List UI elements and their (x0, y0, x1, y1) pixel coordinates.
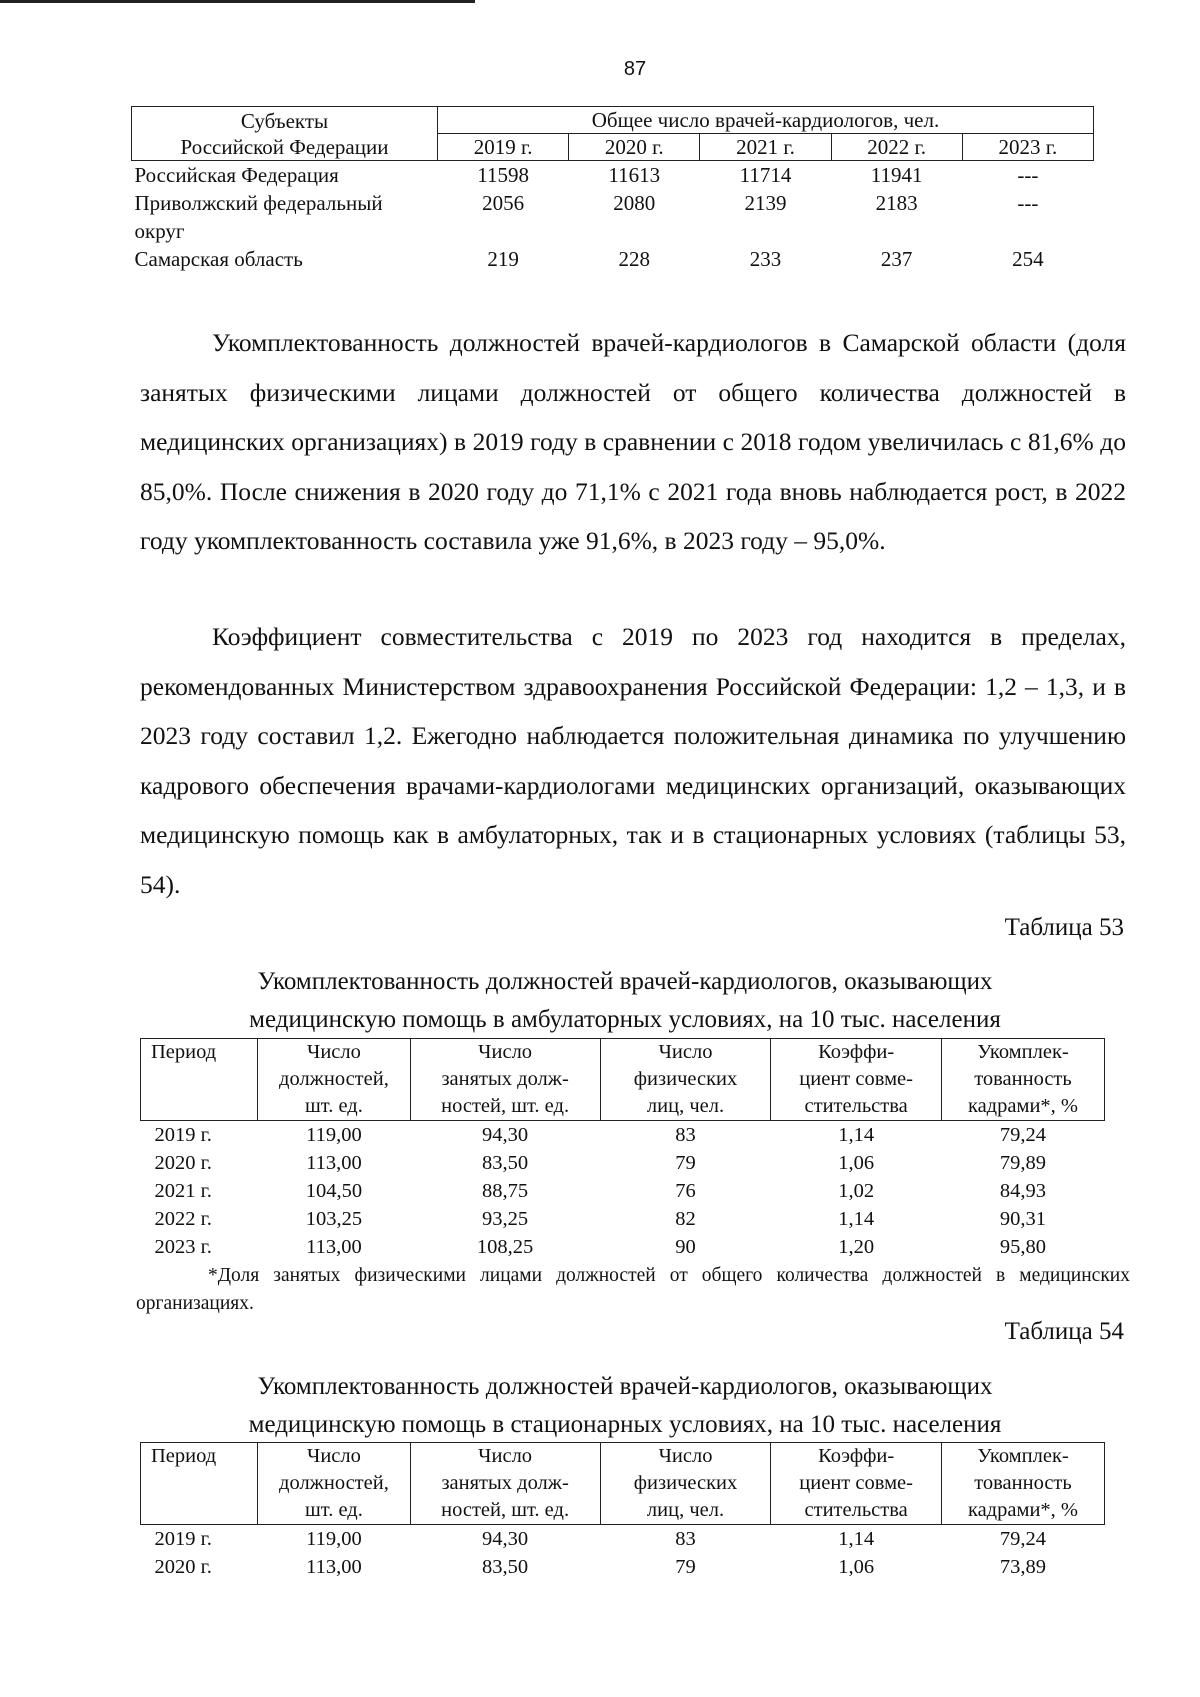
table-cell: 1,06 (838, 1152, 875, 1174)
table-cell: 90,31 (999, 1208, 1047, 1230)
table-cell: 1,20 (838, 1236, 875, 1258)
header-line: должностей, (279, 1068, 389, 1090)
table-cell: 119,00 (306, 1124, 362, 1146)
header-line: циент совме- (799, 1472, 913, 1494)
table-cell: 2023 г. (154, 1236, 212, 1258)
table-row (141, 1149, 1105, 1177)
caption-line: медицинскую помощь в стационарных условиях, на 10 тыс. населения (248, 1411, 1002, 1438)
table-row (132, 161, 1094, 190)
table-cell: 103,25 (305, 1208, 363, 1230)
table-cell: 84,93 (999, 1180, 1047, 1202)
table-cell: 113,00 (306, 1152, 362, 1174)
table-cell: 83 (675, 1124, 696, 1146)
column-header-occupied (410, 1039, 600, 1121)
year-header: 2020 г. (569, 134, 700, 161)
header-line: Число (478, 1041, 533, 1063)
paragraph-coefficient (140, 612, 1126, 909)
column-header-occupied (410, 1443, 600, 1525)
column-header-period (141, 1039, 258, 1121)
caption-line: Укомплектованность должностей врачей-кардиологов, оказывающих (257, 1373, 993, 1400)
table-row (132, 189, 1094, 245)
header-line: Число (478, 1445, 533, 1467)
header-line: занятых долж- (441, 1068, 569, 1090)
table-cell: 237 (880, 247, 913, 271)
header-line: занятых долж- (441, 1472, 569, 1494)
top-border-line (0, 0, 475, 3)
header-line: Число (307, 1041, 361, 1063)
header-line: циент совме- (799, 1068, 913, 1090)
table-54 (140, 1442, 1105, 1581)
cardiologists-count-table (131, 106, 1094, 273)
table-54-caption (130, 1368, 1120, 1444)
table-cell: --- (1017, 191, 1039, 215)
subject-header-line2: Российской Федерации (180, 134, 389, 159)
year-header: 2019 г. (438, 134, 569, 161)
header-line: Укомплек- (977, 1041, 1069, 1063)
table-cell: --- (1017, 163, 1039, 187)
subject-name: Приволжский федеральный округ (134, 191, 383, 243)
table-header-row (132, 107, 1094, 134)
header-line: Коэффи- (818, 1041, 895, 1063)
header-line: Коэффи- (818, 1445, 895, 1467)
column-header-persons (600, 1039, 771, 1121)
table-cell: 95,80 (999, 1236, 1047, 1258)
table-cell: 83 (675, 1528, 696, 1550)
table-54-label: Таблица 54 (1004, 1318, 1124, 1345)
column-header-staffing (941, 1039, 1104, 1121)
header-line: физических (633, 1068, 738, 1090)
column-header-persons (600, 1443, 771, 1525)
table-53-caption (130, 963, 1120, 1039)
header-line: шт. ед. (305, 1499, 363, 1521)
header-line: кадрами*, % (967, 1499, 1078, 1521)
paragraph-text: Коэффициент совместительства с 2019 по 2023 год находится в пределах, рекомендованных Министерством здравоохранения Российской Федерации: 1,2 – 1,3, и в 2023 году составил 1,2. Ежегодно наблюдается положительная динамика по улучшению кадрового обеспечения врачами-кардиологами медицинских организаций, оказывающих медицинскую помощь как в амбулаторных, так и в стационарных условиях (таблицы 53, 54). (140, 622, 1126, 899)
table-53 (140, 1038, 1105, 1261)
table-cell: 2183 (875, 191, 918, 215)
header-line: Число (658, 1445, 713, 1467)
header-line: Число (658, 1041, 713, 1063)
table-cell: 113,00 (306, 1236, 362, 1258)
table-row (141, 1233, 1105, 1261)
table-cell: 2056 (482, 191, 525, 215)
table-row (141, 1205, 1105, 1233)
group-header: Общее число врачей-кардиологов, чел. (438, 107, 1094, 134)
column-header-period (141, 1443, 258, 1525)
table-cell: 93,25 (482, 1208, 529, 1230)
table-cell: 2019 г. (154, 1528, 212, 1550)
table-cell: 233 (749, 247, 782, 271)
subject-name: Самарская область (134, 247, 303, 271)
table-cell: 90 (675, 1236, 696, 1258)
header-line: лиц, чел. (646, 1499, 725, 1521)
table-cell: 11598 (477, 163, 529, 187)
table-cell: 254 (1012, 247, 1044, 271)
table-53-footnote (136, 1262, 1130, 1318)
table-cell: 11613 (608, 163, 661, 187)
subject-name: Российская Федерация (134, 163, 339, 187)
table-row (141, 1553, 1105, 1581)
header-line: тованность (974, 1472, 1072, 1494)
table-row (132, 245, 1094, 273)
footnote-text: *Доля занятых физическими лицами должностей от общего количества должностей в медицинских организациях. (136, 1265, 1130, 1314)
table-cell: 219 (487, 247, 519, 271)
table-cell: 83,50 (482, 1556, 529, 1578)
table-53-label: Таблица 53 (1004, 914, 1124, 941)
table-cell: 104,50 (305, 1180, 363, 1202)
table-cell: 88,75 (482, 1180, 529, 1202)
table-cell: 94,30 (482, 1124, 529, 1146)
header-line: должностей, (279, 1472, 389, 1494)
header-line: ностей, шт. ед. (441, 1095, 570, 1117)
paragraph-staffing (140, 318, 1126, 566)
table-row (141, 1121, 1105, 1150)
table-cell: 79 (675, 1152, 696, 1174)
table-cell: 79,24 (999, 1124, 1047, 1146)
year-header: 2021 г. (700, 134, 831, 161)
table-row (141, 1177, 1105, 1205)
header-line: кадрами*, % (967, 1095, 1078, 1117)
caption-line: медицинскую помощь в амбулаторных условиях, на 10 тыс. населения (249, 1006, 1001, 1033)
year-header: 2023 г. (962, 134, 1093, 161)
table-cell: 1,02 (838, 1180, 875, 1202)
column-header-positions (258, 1039, 410, 1121)
column-header-staffing (941, 1443, 1104, 1525)
table-header-row (141, 1443, 1105, 1525)
table-cell: 1,14 (838, 1528, 875, 1550)
table-cell: 11941 (870, 163, 923, 187)
header-line: ностей, шт. ед. (441, 1499, 570, 1521)
caption-line: Укомплектованность должностей врачей-кардиологов, оказывающих (257, 968, 993, 995)
header-line: шт. ед. (305, 1095, 363, 1117)
table-cell: 113,00 (306, 1556, 362, 1578)
table-cell: 79,89 (999, 1152, 1047, 1174)
table-header-row (141, 1039, 1105, 1121)
table-cell: 76 (675, 1180, 696, 1202)
subject-header (132, 107, 438, 161)
column-header-positions (258, 1443, 410, 1525)
subject-header-line1: Субъекты (240, 108, 329, 133)
column-header-coefficient (771, 1039, 942, 1121)
paragraph-text: Укомплектованность должностей врачей-кардиологов в Самарской области (доля занятых физическими лицами должностей от общего количества должностей в медицинских организациях) в 2019 году в сравнении с 2018 годом увеличилась с 81,6% до 85,0%. После снижения в 2020 году до 71,1% с 2021 года вновь наблюдается рост, в 2022 году укомплектованность составила уже 91,6%, в 2023 году – 95,0%. (140, 328, 1126, 555)
table-cell: 94,30 (482, 1528, 529, 1550)
table-cell: 108,25 (476, 1236, 534, 1258)
table-cell: 1,06 (838, 1556, 875, 1578)
header-line: Число (307, 1445, 361, 1467)
table-cell: 82 (675, 1208, 696, 1230)
year-header: 2022 г. (831, 134, 962, 161)
header-line: Укомплек- (977, 1445, 1069, 1467)
header-line: тованность (974, 1068, 1072, 1090)
table-cell: 73,89 (999, 1556, 1047, 1578)
table-cell: 228 (618, 247, 651, 271)
header-line: Период (151, 1041, 217, 1063)
table-cell: 2021 г. (154, 1180, 212, 1202)
table-cell: 79 (675, 1556, 696, 1578)
table-cell: 79,24 (999, 1528, 1047, 1550)
table-row (141, 1525, 1105, 1554)
table-cell: 2020 г. (154, 1556, 212, 1578)
table-cell: 2139 (744, 191, 787, 215)
header-line: стительства (804, 1095, 908, 1117)
table-cell: 1,14 (838, 1124, 875, 1146)
header-line: физических (633, 1472, 738, 1494)
table-cell: 2020 г. (154, 1152, 212, 1174)
table-cell: 2080 (613, 191, 656, 215)
column-header-coefficient (771, 1443, 942, 1525)
table-cell: 119,00 (306, 1528, 362, 1550)
page-number: 87 (623, 58, 647, 80)
header-line: лиц, чел. (646, 1095, 725, 1117)
header-line: стительства (804, 1499, 908, 1521)
table-cell: 2019 г. (154, 1124, 212, 1146)
table-cell: 2022 г. (154, 1208, 212, 1230)
table-cell: 11714 (739, 163, 792, 187)
table-cell: 83,50 (482, 1152, 529, 1174)
header-line: Период (151, 1445, 217, 1467)
table-cell: 1,14 (838, 1208, 875, 1230)
